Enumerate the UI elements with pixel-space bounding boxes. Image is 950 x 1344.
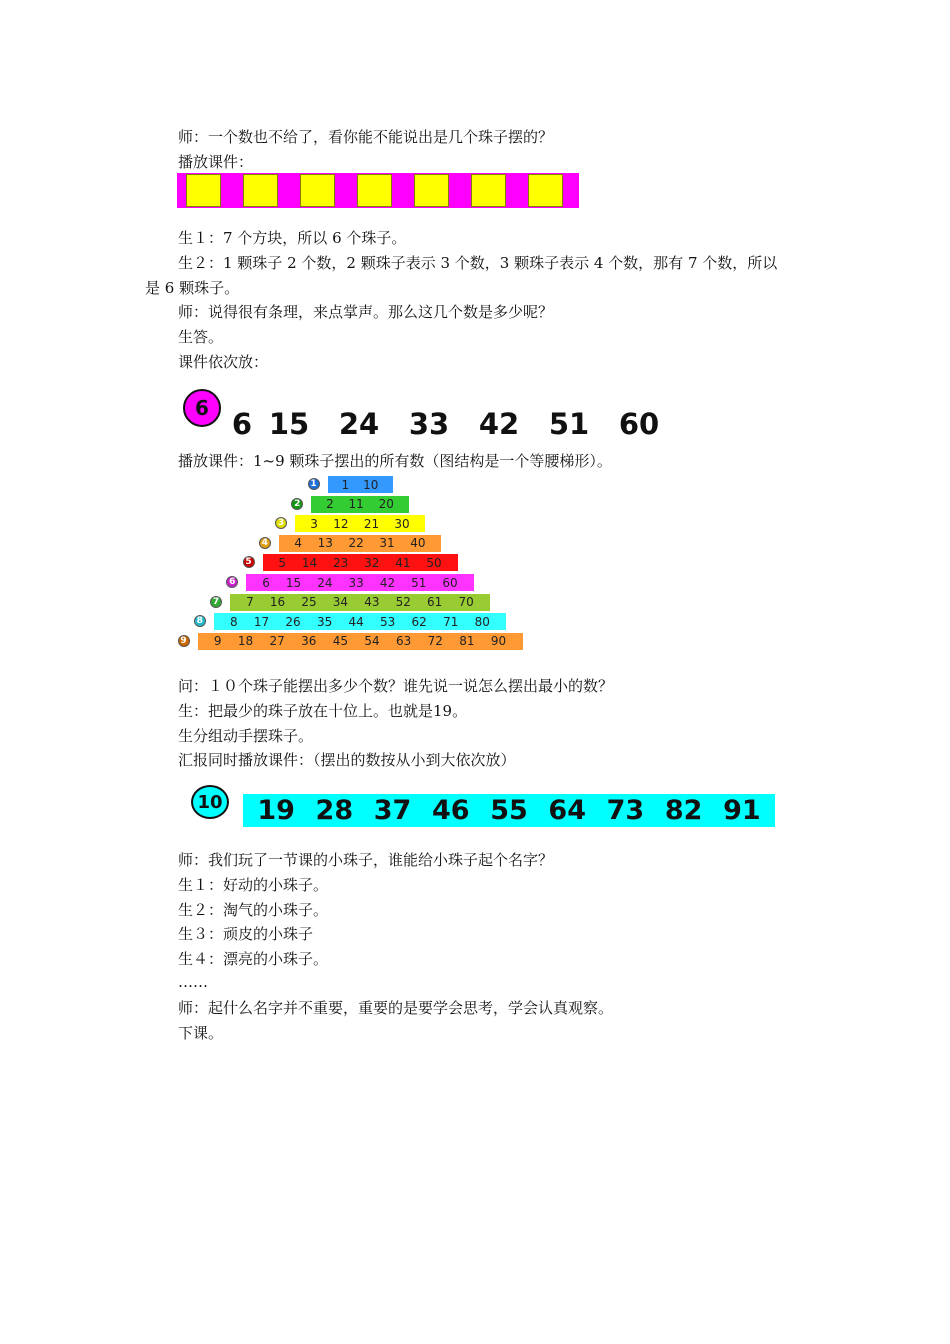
- six-badge: 6: [183, 389, 221, 427]
- ten-number: 37: [373, 794, 412, 826]
- student-name-4: 生４：漂亮的小珠子。: [178, 950, 329, 968]
- pyramid-number: 42: [379, 575, 396, 590]
- ten-badge: 10: [191, 785, 229, 819]
- teacher-conclusion: 师：起什么名字并不重要，重要的是要学会思考，学会认真观察。: [178, 999, 614, 1017]
- group-activity: 生分组动手摆珠子。: [178, 727, 314, 745]
- pyramid-number: 9: [213, 634, 222, 649]
- pyramid-row: [230, 594, 490, 611]
- pyramid-number: 43: [364, 595, 380, 610]
- pyramid-number: 52: [395, 595, 411, 610]
- pyramid-row: [214, 613, 507, 630]
- pyramid-number: 2: [326, 497, 334, 512]
- pyramid-number: 31: [379, 536, 395, 551]
- pyramid-number: 5: [278, 555, 286, 570]
- pyramid-number: 41: [395, 555, 411, 570]
- pyramid-row: [295, 515, 425, 532]
- pyramid-number: 90: [490, 634, 507, 649]
- pyramid-number: 30: [394, 516, 410, 531]
- student-smallest: 生：把最少的珠子放在十位上。也就是19。: [178, 702, 468, 720]
- ten-number: 28: [315, 794, 354, 826]
- student-answer-1: 生１：7 个方块，所以 6 个珠子。: [178, 229, 407, 247]
- pyramid-number: 11: [348, 497, 364, 512]
- pyramid-number: 24: [317, 575, 333, 590]
- pyramid-number: 70: [458, 595, 474, 610]
- pyramid-number: 6: [262, 575, 270, 590]
- pyramid-number: 18: [237, 634, 254, 649]
- pyramid-number: 4: [294, 536, 302, 551]
- six-number-row: [230, 406, 674, 442]
- six-number: 24: [338, 407, 380, 441]
- ten-number: 55: [490, 794, 528, 826]
- yellow-square: [186, 174, 221, 207]
- pyramid-number: 72: [427, 634, 443, 649]
- yellow-square: [471, 174, 506, 207]
- pyramid-number: 61: [427, 595, 443, 610]
- six-number: 42: [478, 407, 520, 441]
- pyramid-row: [311, 496, 409, 513]
- pyramid-number: 33: [348, 575, 364, 590]
- pyramid-number: 60: [442, 575, 458, 590]
- pyramid-number: 36: [301, 634, 317, 649]
- pyramid-bead-label: 4: [259, 537, 271, 549]
- student-answer-2: 生２：1 颗珠子 2 个数，2 颗珠子表示 3 个数，3 颗珠子表示 4 个数，那有 7 个数，所以: [178, 254, 778, 272]
- pyramid-number: 81: [459, 634, 475, 649]
- pyramid-bead-label: 9: [178, 635, 190, 647]
- pyramid-bead-label: 6: [226, 576, 238, 588]
- ten-number-bar: [243, 794, 775, 827]
- ten-number: 73: [606, 794, 645, 826]
- pyramid-number: 53: [380, 614, 396, 629]
- pyramid-bead-label: 7: [210, 596, 222, 608]
- student-name-2: 生２：淘气的小珠子。: [178, 901, 329, 919]
- pyramid-bead-label: 5: [243, 556, 255, 568]
- pyramid-number: 21: [363, 516, 380, 531]
- teacher-question-1: 师：一个数也不给了，看你能不能说出是几个珠子摆的？: [178, 128, 554, 146]
- pyramid-number: 27: [269, 634, 285, 649]
- pyramid-number: 54: [364, 634, 380, 649]
- pyramid-bead-label: 1: [308, 478, 320, 490]
- pyramid-number: 44: [348, 614, 364, 629]
- pyramid-number: 8: [230, 614, 238, 629]
- pyramid-number: 12: [333, 516, 349, 531]
- pyramid-number: 10: [363, 477, 379, 492]
- ten-number: 19: [257, 794, 295, 826]
- pyramid-number: 35: [316, 614, 333, 629]
- pyramid-number: 16: [269, 595, 286, 610]
- pyramid-number: 26: [285, 614, 301, 629]
- ten-number: 64: [548, 794, 586, 826]
- yellow-square: [414, 174, 449, 207]
- pyramid-number: 45: [332, 634, 348, 649]
- six-number: 60: [618, 407, 660, 441]
- pyramid-number: 34: [332, 595, 349, 610]
- play-courseware-1: 播放课件：: [178, 153, 254, 171]
- pyramid-row: [246, 574, 474, 591]
- pyramid-number: 7: [246, 595, 254, 610]
- question-ten-beads: 问：１０个珠子能摆出多少个数？谁先说一说怎么摆出最小的数？: [178, 677, 614, 695]
- ten-number: 91: [723, 794, 761, 826]
- student-name-3: 生３：顽皮的小珠子: [178, 925, 314, 943]
- six-number: 51: [548, 407, 590, 441]
- students-answer: 生答。: [178, 328, 224, 346]
- yellow-square: [528, 174, 563, 207]
- pyramid-number: 1: [341, 477, 350, 492]
- pyramid-number: 63: [395, 634, 412, 649]
- pyramid-number: 40: [410, 536, 426, 551]
- pyramid-number: 23: [332, 555, 349, 570]
- yellow-square: [357, 174, 392, 207]
- yellow-square: [300, 174, 335, 207]
- pyramid-row: [198, 633, 523, 650]
- pyramid-number: 62: [411, 614, 427, 629]
- pyramid-bead-label: 8: [194, 615, 206, 627]
- ten-number: 46: [431, 794, 470, 826]
- ellipsis: ……: [178, 973, 208, 991]
- teacher-praise: 师：说得很有条理，来点掌声。那么这几个数是多少呢？: [178, 303, 554, 321]
- pyramid-bead-label: 3: [275, 517, 287, 529]
- pyramid-number: 71: [443, 614, 459, 629]
- pyramid-number: 22: [348, 536, 364, 551]
- class-dismissed: 下课。: [178, 1024, 224, 1042]
- pyramid-number: 51: [411, 575, 427, 590]
- pyramid-number: 15: [285, 575, 302, 590]
- pyramid-number: 17: [253, 614, 270, 629]
- pyramid-number: 50: [426, 555, 442, 570]
- pyramid-number: 80: [474, 614, 490, 629]
- pyramid-number: 13: [317, 536, 333, 551]
- play-courseware-2: 播放课件：1~9 颗珠子摆出的所有数（图结构是一个等腰梯形）。: [178, 452, 612, 470]
- report-courseware: 汇报同时播放课件：（摆出的数按从小到大依次放）: [178, 751, 516, 769]
- courseware-sequence: 课件依次放：: [178, 353, 269, 371]
- pyramid-row: [279, 535, 442, 552]
- ten-number: 82: [664, 794, 703, 826]
- student-name-1: 生１：好动的小珠子。: [178, 876, 329, 894]
- squares-strip: [177, 173, 579, 208]
- six-number: 6: [231, 407, 253, 441]
- pyramid-number: 3: [310, 516, 318, 531]
- pyramid-bead-label: 2: [291, 498, 303, 510]
- pyramid-number: 20: [378, 497, 394, 512]
- yellow-square: [243, 174, 278, 207]
- pyramid-number: 14: [301, 555, 318, 570]
- six-number: 15: [268, 407, 310, 441]
- teacher-naming-question: 师：我们玩了一节课的小珠子，谁能给小珠子起个名字？: [178, 851, 554, 869]
- pyramid-number: 25: [301, 595, 317, 610]
- pyramid-number: 32: [364, 555, 380, 570]
- pyramid-row: [263, 554, 458, 571]
- student-answer-2-cont: 是 6 颗珠子。: [145, 279, 240, 297]
- six-number: 33: [408, 407, 450, 441]
- pyramid-row: [328, 476, 393, 493]
